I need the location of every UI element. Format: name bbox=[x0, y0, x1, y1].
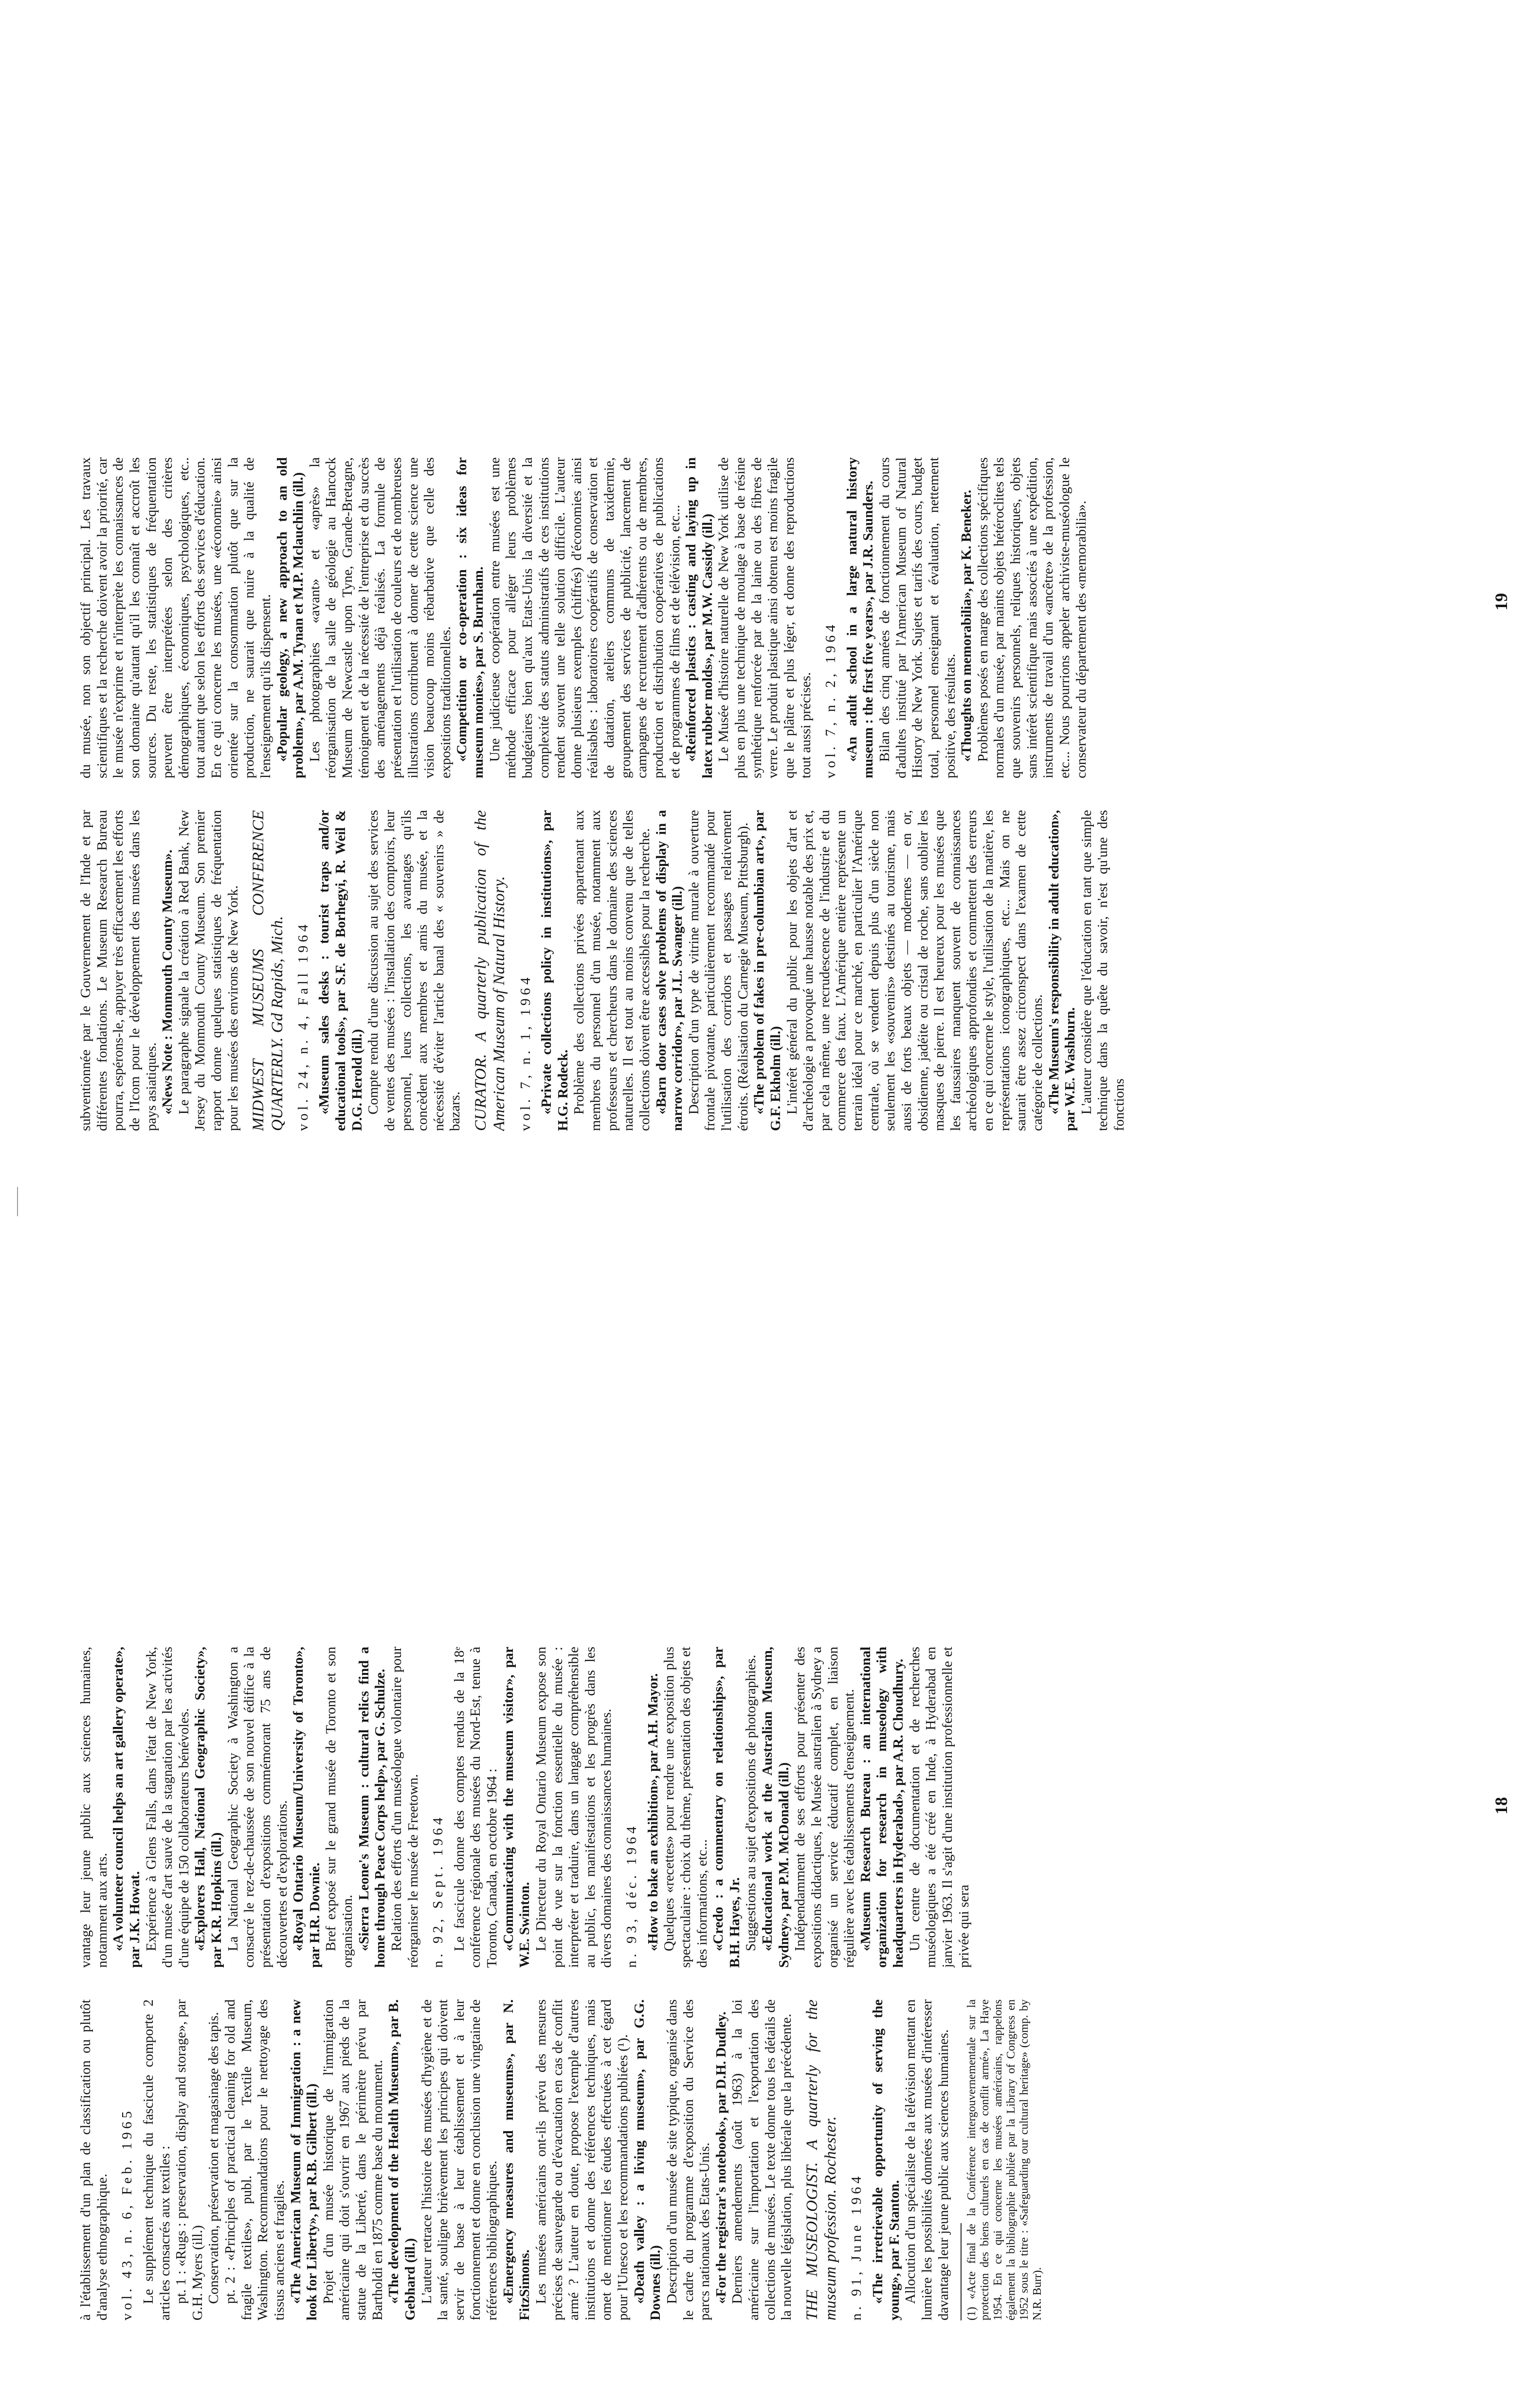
paragraph: vantage leur jeune public aux sciences humaines, notamment aux arts. bbox=[78, 1647, 110, 1968]
article-entry-title: «Credo : a commentary on relationships», par B.H. Hayes, Jr. bbox=[710, 1647, 743, 1968]
publication-title: MIDWEST MUSEUMS CONFERENCE QUARTERLY. Gd Rapids, Mich. bbox=[250, 810, 286, 1131]
paragraph: pt. 2 : «Principles of practical cleaning for old and fragile textiles», publ. par le Textile Museum, Washington. Recommandations pour le nettoyage des tissus anciens et fragiles. bbox=[222, 1999, 287, 2320]
paragraph: Conservation, préservation et magasinage des tapis. bbox=[206, 2012, 222, 2304]
article-entry-title: «Competition or co-operation : six ideas for museum monies», par S. Burnham. bbox=[454, 457, 486, 778]
paragraph: Le Musée d'histoire naturelle de New York utilise de plus en plus une technique de moulage à base de résine synthétique renforcée par de la laine ou des fibres de verre. Le produit plastique ainsi obtenu est moins fragile que le plâtre et plus léger, et donne des reproductions tout aussi précises. bbox=[716, 457, 814, 778]
footnote: (1) «Acte final de la Conférence intergouvernementale sur la protection des biens culturels en cas de conflit armé», La Haye 1954. En ce qui concerne les musées américains, rappelons également la bibliographie publiée par la Library of Congress en 1952 sous le titre : «Safeguarding our cultural heritage» (comp. by N.R. Burr). bbox=[965, 1999, 1044, 2320]
paragraph: Description d'un musée de site typique, organisé dans le cadre du programme d'exposition du Service des parcs nationaux des Etats-Unis. bbox=[664, 1999, 713, 2320]
paragraph: Description d'un type de vitrine murale à ouverture frontale pivotante, particulièrement recommandé pour l'utilisation des corridors et passages relativement étroits. (Réalisation du Carnegie Museum, Pittsburgh). bbox=[686, 810, 751, 1131]
paragraph: L'auteur retrace l'histoire des musées d'hygiène et de la santé, souligne brièvement les principes qui doivent servir de base à leur établissement et à leur fonctionnement et donne en conclusion une vingtaine de références bibliographiques. bbox=[418, 1999, 500, 2320]
article-entry-title: «The irretrievable opportunity of serving the young», par F. Stanton. bbox=[870, 1999, 902, 2320]
paragraph: Expérience à Glens Falls, dans l'état de New York, d'un musée d'art sauvé de la stagnation par les activités d'une équipe de 150 collaborateurs bénévoles. bbox=[143, 1647, 192, 1968]
article-entry-title: «The American Museum of Immigration : a new look for Liberty», par R.B. Gilbert (ill.) bbox=[288, 1999, 320, 2320]
column bbox=[78, 1647, 1479, 1968]
paragraph: Relation des efforts d'un muséologue volontaire pour réorganiser le musée de Freetown. bbox=[388, 1647, 421, 1968]
issue-heading: n. 91, June 1964 bbox=[849, 2173, 865, 2320]
paragraph: Les musées américains ont-ils prévu des mesures précises de sauvegarde ou d'évacuation en cas de conflit armé ? L'auteur en doute, propose l'exemple d'autres institutions et donne des références techniques, mais omet de mentionner les études effectuées à cet égard pour l'Unesco et les recommandations publiées (¹). bbox=[533, 1999, 631, 2320]
paragraph: Un centre de documentation et de recherches muséologiques a été créé en Inde, à Hyderabad en janvier 1963. Il s'agit d'une institution professionnelle et privée qui sera bbox=[907, 1647, 972, 1968]
article-entry-title: «Sierra Leone's Museum : cultural relics find a home through Peace Corps help», par G. Schulze. bbox=[356, 1647, 388, 1968]
article-entry-title: «Educational work at the Australian Museum, Sydney», par P.M. McDonald (ill.) bbox=[760, 1647, 792, 1968]
paragraph: Projet d'un musée historique de l'immigration américaine qui doit s'ouvrir en 1967 aux pieds de la statue de la Liberté, dans le périmètre prévu par Bartholdi en 1875 comme base du monument. bbox=[320, 1999, 385, 2320]
issue-heading: vol. 43, n. 6, Feb. 1965 bbox=[119, 2107, 135, 2320]
issue-heading: vol. 7, n. 2, 1964 bbox=[823, 621, 839, 778]
paragraph: Le Directeur du Royal Ontario Museum expose son point de vue sur la fonction essentielle du musée : interpréter et traduire, dans un langage compréhensible au public, les manifestations et les progrès dans les divers domaines des connaissances humaines. bbox=[533, 1647, 615, 1968]
article-entry-title: «Explorers Hall, National Geographic Society», par K.R. Hopkins (ill.) bbox=[192, 1647, 224, 1968]
article-entry-title: «Reinforced plastics : casting and laying up in latex rubber molds», par M.W. Cassidy (ill.) bbox=[683, 457, 715, 778]
paragraph: Derniers amendements (août 1963) à la loi américaine sur l'importation et l'exportation des collections de musées. Le texte donne tous les détails de la nouvelle législation, plus libérale que la précédente. bbox=[729, 1999, 795, 2320]
issue-heading: vol. 7, n. 1, 1964 bbox=[517, 974, 533, 1131]
publication-title: THE MUSEOLOGIST. A quarterly for the museum profession. Rochester. bbox=[803, 1999, 840, 2320]
article-entry-title: «For the registrar's notebook», par D.H. Dudley. bbox=[713, 2012, 729, 2304]
paragraph: Problème des collections privées appartenant aux membres du personnel d'un musée, notamment aux professeurs et chercheurs dans le domaine des sciences naturelles. Il est tout au moins convenu que de telles collections doivent être accessibles pour la recherche. bbox=[571, 810, 653, 1131]
article-entry-title: «The development of the Health Museum», par B. Gebhard (ill.) bbox=[386, 1999, 418, 2320]
paragraph: à l'établissement d'un plan de classification ou plutôt d'analyse ethnographique. bbox=[78, 1999, 110, 2320]
article-entry-title: «Private collections policy in institutions», par H.G. Rodeck. bbox=[539, 810, 571, 1131]
issue-heading: vol. 24, n. 4, Fall 1964 bbox=[295, 921, 311, 1131]
article-entry-title: «An adult school in a large natural history museum : the first five years», par J.R. Saunders. bbox=[844, 457, 876, 778]
paragraph: subventionnée par le Gouvernement de l'Inde et par différentes fondations. Le Museum Research Bureau pourra, espérons-le, appuyer très efficacement les efforts de l'Icom pour le développement des musées dans les pays asiatiques. bbox=[78, 810, 159, 1131]
article-entry-title: «Museum sales desks : tourist traps and/or educational tools», par S.F. de Borhegyi, R. Weil & D.G. Herold (ill.) bbox=[316, 810, 365, 1131]
paragraph: Compte rendu d'une discussion au sujet des services de ventes des musées : l'installation des comptoirs, leur personnel, leurs collections, les avantages qu'ils concèdent aux membres et amis du musée, et la nécessité d'éviter l'article banal des « souvenirs » de bazars. bbox=[365, 810, 463, 1131]
paragraph: Les photographies «avant» et «après» la réorganisation de la salle de géologie au Hancock Museum de Newcastle upon Tyne, Grande-Bretagne, témoignent et de la nécessité de l'entreprise et du succès des aménagements déjà réalisés. La formule de présentation et l'utilisation de couleurs et de nombreuses illustrations contribuent à donner de cette science une vision beaucoup moins rébarbative que celle des expositions traditionnelles. bbox=[307, 457, 454, 778]
paragraph: du musée, non son objectif principal. Les travaux scientifiques et la recherche doivent avoir la priorité, car le musée n'exprime et n'interprète les connaissances de son domaine qu'autant qu'il les connaît et accroît les sources. Du reste, les statistiques de fréquentation peuvent être interprétées selon des critères démographiques, économiques, psychologiques, etc.. tout autant que selon les efforts des services d'éducation. En ce qui concerne les musées, une «économie» ainsi orientée sur la consommation plutôt que sur la production, ne saurait que nuire à la qualité de l'enseignement qu'ils dispensent. bbox=[78, 457, 273, 778]
paragraph: Bref exposé sur le grand musée de Toronto et son organisation. bbox=[323, 1647, 355, 1968]
page-number: 19 bbox=[1491, 593, 1511, 611]
article-entry-title: «Museum Research Bureau : an international organization for research in museology with headquarters in Hyderabad», par A.R. Choudhury. bbox=[857, 1647, 906, 1968]
paragraph: La National Geographic Society à Washington a consacré le rez-de-chaussée de son nouvel édifice à la présentation d'expositions commémorant 75 ans de découvertes et d'explorations. bbox=[225, 1647, 290, 1968]
article-entry-title: «Emergency measures and museums», par N. FitzSimons. bbox=[500, 1999, 533, 2320]
article-entry-title: «Popular geology, a new approach to an old problem», par A.M. Tynan et M.P. Mclauchlin (ill.) bbox=[274, 457, 307, 778]
paragraph: Le fascicule donne des comptes rendus de la 18ᵉ conférence régionale des musées du Nord-Est, tenue à Toronto, Canada, en octobre 1964 : bbox=[451, 1647, 500, 1968]
paragraph: L'intérêt général du public pour les objets d'art et d'archéologie a provoqué une hausse notable des prix et, par cela même, une recrudescence de l'industrie et du commerce des faux. L'Amérique entière représente un terrain idéal pour ce marché, en particulier l'Amérique centrale, où se vendent depuis plus d'un siècle non seulement les «souvenirs» destinés au tourisme, mais aussi de forts beaux objets — modernes — en or, obsidienne, jadéite ou cristal de roche, sans oublier les masques de pierre. Il est heureux pour les musées que les faussaires manquent souvent de connaissances archéologiques approfondies et commettent des erreurs en ce qui concerne le style, l'utilisation de la matière, les représentations iconographiques, etc... Mais on ne saurait être assez circonspect dans l'examen de cette catégorie de collections. bbox=[784, 810, 1045, 1131]
paragraph: Suggestions au sujet d'expositions de photographies. bbox=[743, 1654, 759, 1951]
paragraph: Bilan des cinq années de fonctionnement du cours d'adultes institué par l'American Museum of Natural History de New York. Sujets et tarifs des cours, budget total, personnel enseignant et évaluation, nettement positive, des résultats. bbox=[877, 457, 958, 778]
article-entry-title: «The Museum's responsibility in adult education», par W.E. Washburn. bbox=[1046, 810, 1078, 1131]
page-number: 18 bbox=[1491, 1797, 1511, 1815]
article-entry-title: «Royal Ontario Museum/University of Toronto», par H.R. Downie. bbox=[291, 1647, 323, 1968]
page-18 bbox=[0, 1204, 1526, 2408]
column bbox=[78, 810, 1479, 1131]
paragraph: Une judicieuse coopération entre musées est une méthode efficace pour alléger leurs problèmes budgétaires bien qu'aux Etats-Unis la diversité et la complexité des statuts administratifs de ces institutions rendent souvent une telle solution difficile. L'auteur donne plusieurs exemples (chiffrés) d'économies ainsi réalisables : laboratoires coopératifs de conservation et de datation, ateliers communs de taxidermie, groupement des services de publicité, lancement de campagnes de recrutement d'adhérents ou de membres, production et distribution coopératives de publications et de programmes de films et de télévision, etc... bbox=[487, 457, 683, 778]
article-entry-title: «Death valley : a living museum», par G.G. Downes (ill.) bbox=[631, 1999, 664, 2320]
article-entry-title: «How to bake an exhibition», par A.H. Mayor. bbox=[645, 1673, 661, 1951]
paragraph: Problèmes posés en marge des collections spécifiques normales d'un musée, par maints objets hétéroclites tels que souvenirs personnels, reliques historiques, objets sans intérêt scientifique mais associés à une expédition, instruments de travail d'un «ancêtre» de la profession, etc... Nous pourrions appeler archiviste-muséologue le conservateur du département des «memorabilia». bbox=[975, 457, 1089, 778]
paragraph: Allocution d'un spécialiste de la télévision mettant en lumière les possibilités données aux musées d'intéresser davantage leur jeune public aux sciences humaines. bbox=[903, 1999, 951, 2320]
article-entry-title: «News Note : Monmouth County Museum». bbox=[160, 849, 176, 1114]
column bbox=[78, 1999, 1479, 2320]
article-entry-title: «Communicating with the museum visitor», par W.E. Swinton. bbox=[500, 1647, 533, 1968]
column bbox=[78, 457, 1479, 778]
issue-heading: n. 93, déc. 1964 bbox=[624, 1823, 639, 1968]
article-entry-title: «A volunteer council helps an art gallery operate», par J.K. Howat. bbox=[110, 1647, 143, 1968]
issue-heading: n. 92, Sept. 1964 bbox=[430, 1814, 446, 1968]
paragraph: L'auteur considère que l'éducation en tant que simple technique dans la quête du savoir, n'est qu'une des fonctions bbox=[1078, 810, 1127, 1131]
article-entry-title: «The problem of fakes in pre-columbian art», par G.F. Ekholm (ill.) bbox=[751, 810, 783, 1131]
paragraph: pt. 1 : «Rugs : preservation, display and storage», par G.H. Myers (ill.) bbox=[173, 1999, 205, 2320]
article-entry-title: «Thoughts on memorabilia», par K. Beneker. bbox=[959, 489, 975, 762]
publication-title: CURATOR. A quarterly publication of the American Museum of Natural History. bbox=[472, 810, 509, 1131]
paragraph: Le paragraphe signale la création à Red Bank, New Jersey du Monmouth County Museum. Son premier rapport donne quelques statistiques de fréquentation pour les musées des environs de New York. bbox=[176, 810, 241, 1131]
paragraph: Le supplément technique du fascicule comporte 2 articles consacrés aux textiles : bbox=[140, 1999, 173, 2320]
paragraph: Quelques «recettes» pour rendre une exposition plus spectaculaire : choix du thème, présentation des objets et des informations, etc... bbox=[661, 1647, 710, 1968]
paragraph: Indépendamment de ses efforts pour présenter des expositions didactiques, le Musée australien à Sydney a organisé un service éducatif complet, en liaison régulière avec les établissements d'enseignement. bbox=[792, 1647, 857, 1968]
article-entry-title: «Barn door cases solve problems of display in a narrow corridor», par J.L. Swanger (ill.) bbox=[653, 810, 686, 1131]
footnote-rule bbox=[961, 2223, 962, 2320]
